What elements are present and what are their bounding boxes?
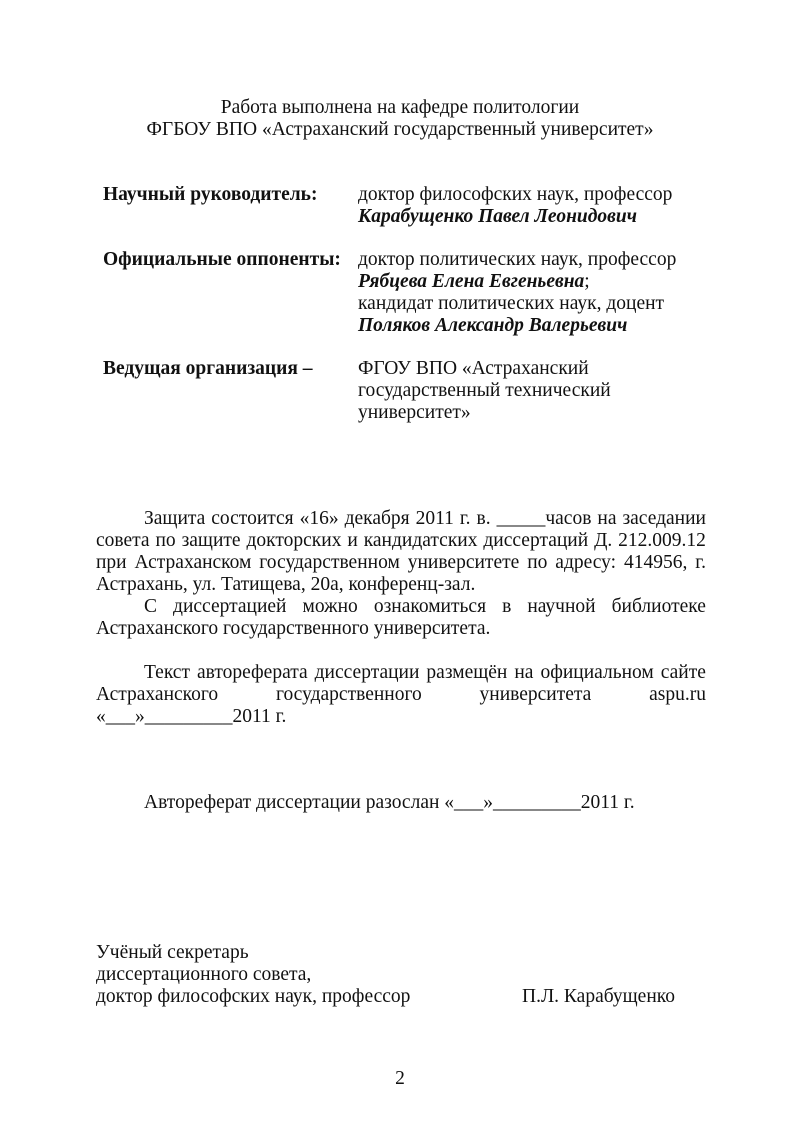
- signature-title-3: доктор философских наук, профессор: [96, 986, 411, 1007]
- website-line-2: [96, 684, 706, 706]
- word: Д.: [594, 530, 613, 551]
- word: защите: [181, 530, 241, 551]
- word: на: [597, 508, 617, 529]
- signature-name: П.Л. Карабущенко: [522, 986, 676, 1007]
- website-paragraph: [96, 662, 706, 728]
- word: государственном: [259, 552, 400, 573]
- leading-org-label: Ведущая организация –: [103, 358, 313, 379]
- word: кандидатских: [363, 530, 478, 551]
- word: Астраханского: [96, 684, 219, 705]
- word: г.: [695, 552, 706, 573]
- signature-title-2: диссертационного совета,: [96, 964, 312, 985]
- word: можно: [302, 596, 358, 617]
- header-department: Работа выполнена на кафедре политологии: [220, 97, 580, 118]
- word: состоится: [211, 508, 294, 529]
- word: диссертаций: [483, 530, 589, 551]
- defense-line-4: Астрахань, ул. Татищева, 20а, конференц-зал.: [96, 574, 476, 595]
- word: библиотеке: [611, 596, 706, 617]
- word: 2011: [415, 508, 454, 529]
- word: официальном: [540, 662, 654, 683]
- word: диссертации: [314, 662, 420, 683]
- supervisor-value: [358, 184, 698, 228]
- signature-title-1: Учёный секретарь: [96, 942, 249, 963]
- leading-org-line-1: ФГОУ ВПО «Астраханский: [358, 358, 589, 379]
- supervisor-name: Карабущенко Павел Леонидович: [358, 206, 637, 227]
- word: докторских: [246, 530, 342, 551]
- word: заседании: [622, 508, 706, 529]
- word: автореферата: [197, 662, 308, 683]
- header-university: ФГБОУ ВПО «Астраханский государственный университет»: [146, 119, 654, 140]
- opponent-1-name: Рябцева Елена Евгеньевна: [358, 271, 585, 292]
- word: на: [514, 662, 534, 683]
- defense-line-1: [144, 508, 706, 530]
- website-line-3: «___»_________2011 г.: [96, 706, 287, 727]
- mailing-paragraph: [96, 792, 706, 814]
- word: по: [527, 552, 548, 573]
- word: совета: [96, 530, 150, 551]
- leading-org-line-2: государственный технический: [358, 380, 611, 401]
- page-header: [0, 97, 800, 141]
- word: _____часов: [496, 508, 592, 529]
- opponent-1-degree: доктор политических наук, профессор: [358, 249, 677, 270]
- word: научной: [527, 596, 596, 617]
- word: aspu.ru: [649, 684, 706, 705]
- opponent-2-name: Поляков Александр Валерьевич: [358, 315, 628, 336]
- word: Текст: [144, 662, 190, 683]
- word: С: [144, 596, 158, 617]
- word: университете: [407, 552, 520, 573]
- leading-org-line-3: университет»: [358, 402, 471, 423]
- mailing-line: Автореферат диссертации разослан «___»_________2011 г.: [144, 792, 635, 813]
- opponents-value: [358, 249, 698, 337]
- word: адресу:: [555, 552, 617, 573]
- supervisor-degree: доктор философских наук, профессор: [358, 184, 673, 205]
- word: сайте: [660, 662, 706, 683]
- defense-paragraph: [96, 508, 706, 596]
- opponents-label: Официальные оппоненты:: [103, 249, 341, 270]
- word: в.: [476, 508, 491, 529]
- word: 414956,: [623, 552, 688, 573]
- word: при: [96, 552, 127, 573]
- leading-org-value: [358, 358, 698, 424]
- word: и: [347, 530, 358, 551]
- opponent-separator: ;: [584, 271, 590, 292]
- signature-block: [96, 942, 706, 1008]
- library-line-2: Астраханского государственного университета.: [96, 618, 491, 639]
- website-line-1: [144, 662, 706, 684]
- word: Защита: [144, 508, 206, 529]
- word: размещён: [426, 662, 508, 683]
- library-paragraph: [96, 596, 706, 640]
- word: ознакомиться: [373, 596, 487, 617]
- defense-line-2: [96, 530, 706, 552]
- supervisor-label: Научный руководитель:: [103, 184, 318, 205]
- word: 212.009.12: [618, 530, 706, 551]
- word: Астраханском: [134, 552, 252, 573]
- word: г.: [459, 508, 471, 529]
- page-number: 2: [395, 1068, 405, 1089]
- word: по: [155, 530, 176, 551]
- word: «16»: [299, 508, 339, 529]
- word: в: [502, 596, 512, 617]
- defense-line-3: [96, 552, 706, 574]
- word: государственного: [275, 684, 422, 705]
- opponent-2-degree: кандидат политических наук, доцент: [358, 293, 665, 314]
- word: декабря: [344, 508, 410, 529]
- word: диссертацией: [173, 596, 287, 617]
- library-line-1: [144, 596, 706, 618]
- word: университета: [479, 684, 592, 705]
